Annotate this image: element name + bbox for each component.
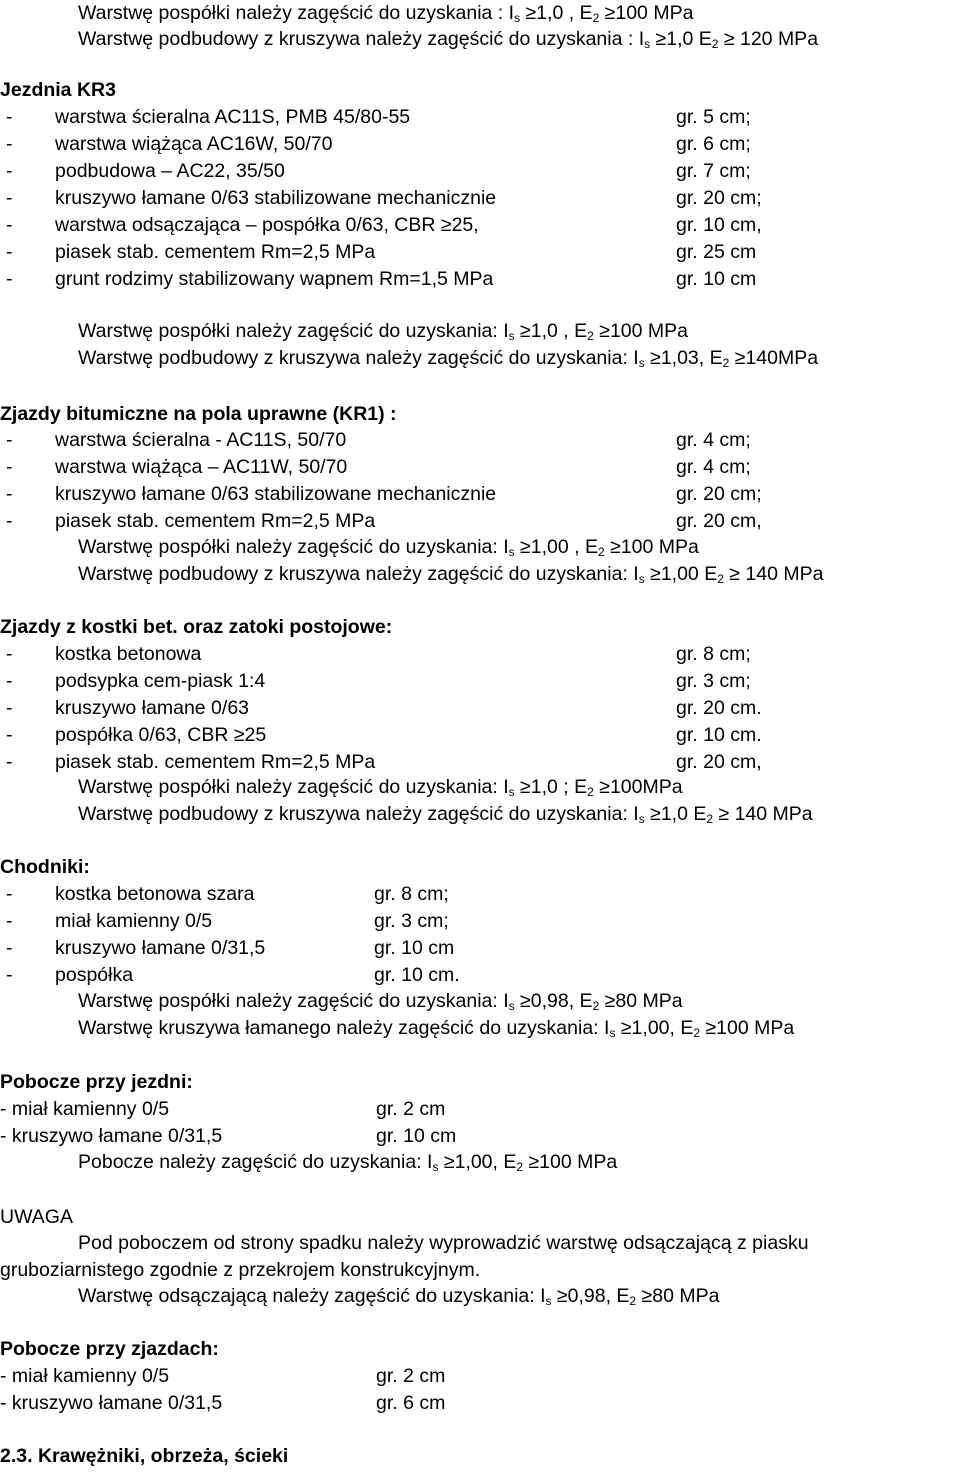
layer-name: warstwa wiążąca – AC11W, 50/70 [55, 456, 348, 478]
layer-name: grunt rodzimy stabilizowany wapnem Rm=1,5 MPa [55, 268, 494, 290]
kr1-note-podbudowa: Warstwę podbudowy z kruszywa należy zagęścić do uzyskania: $I_s \ge 1,00$ $E_2 \ge 140$ MPa [78, 563, 824, 586]
layer-dash: - [6, 133, 13, 155]
layer-dash: - [6, 964, 13, 986]
section-heading-kostka: Zjazdy z kostki bet. oraz zatoki postojowe: [0, 616, 393, 638]
kostka-note-podbudowa: Warstwę podbudowy z kruszywa należy zagęścić do uzyskania: $I_s \ge 1,0$ $E_2 \ge 140$ MPa [78, 803, 813, 826]
layer-dash: - [6, 643, 13, 665]
layer-dash: - [6, 268, 13, 290]
layer-thickness: gr. 4 cm; [676, 429, 751, 451]
layer-thickness: gr. 10 cm [374, 937, 455, 959]
layer-dash: - [6, 160, 13, 182]
layer-name: podsypka cem-piask 1:4 [55, 670, 266, 692]
layer-dash: - [6, 910, 13, 932]
layer-thickness: gr. 10 cm. [676, 724, 762, 746]
layer-thickness: gr. 3 cm; [676, 670, 751, 692]
layer-dash: - [6, 883, 13, 905]
layer-thickness: gr. 20 cm; [676, 483, 762, 505]
layer-name: warstwa wiążąca AC16W, 50/70 [55, 133, 333, 155]
uwaga-paragraph-line2: gruboziarnistego zgodnie z przekrojem konstrukcyjnym. [0, 1259, 481, 1281]
chodniki-note-kruszywo: Warstwę kruszywa łamanego należy zagęścić do uzyskania: $I_s \ge 1,00$, $E_2 \ge 100$ MPa [78, 1017, 795, 1040]
layer-name: pospółka [55, 964, 134, 986]
layer-thickness: gr. 10 cm [676, 268, 757, 290]
layer-dash: - [6, 724, 13, 746]
layer-thickness: gr. 10 cm. [374, 964, 460, 986]
layer-dash: - [6, 483, 13, 505]
layer-name: kruszywo łamane 0/63 [55, 697, 250, 719]
uwaga-paragraph-line1: Pod poboczem od strony spadku należy wyprowadzić warstwę odsączającą z piasku [78, 1232, 809, 1254]
layer-thickness: gr. 3 cm; [374, 910, 449, 932]
intro-note-podbudowa: Warstwę podbudowy z kruszywa należy zagęścić do uzyskania : $I_s \ge 1,0$ $E_2 \ge 120$ MPa [78, 28, 819, 51]
layer-dash: - [6, 187, 13, 209]
section-heading-next: 2.3. Krawężniki, obrzeża, ścieki [0, 1445, 289, 1467]
intro-note-pospolka: Warstwę pospółki należy zagęścić do uzyskania : $I_s \ge 1,0$ , $E_2 \ge 100$ MPa [78, 2, 694, 25]
layer-thickness: gr. 8 cm; [374, 883, 449, 905]
section-heading-kr1: Zjazdy bitumiczne na pola uprawne (KR1) : [0, 403, 397, 425]
layer-name: kruszywo łamane 0/63 stabilizowane mechanicznie [55, 187, 497, 209]
layer-dash: - [6, 214, 13, 236]
kr1-note-pospolka: Warstwę pospółki należy zagęścić do uzyskania: $I_s \ge 1,00$ , $E_2 \ge 100$ MPa [78, 536, 699, 559]
section-heading-pobocze-jezdni: Pobocze przy jezdni: [0, 1071, 193, 1093]
layer-thickness: gr. 2 cm [376, 1098, 446, 1120]
layer-name: podbudowa – AC22, 35/50 [55, 160, 285, 182]
layer-thickness: gr. 6 cm; [676, 133, 751, 155]
layer-dash: - [6, 456, 13, 478]
layer-name: - miał kamienny 0/5 [0, 1365, 170, 1387]
layer-thickness: gr. 20 cm, [676, 510, 762, 532]
layer-dash: - [6, 670, 13, 692]
layer-thickness: gr. 2 cm [376, 1365, 446, 1387]
layer-name: warstwa odsączająca – pospółka 0/63, CBR ≥25, [55, 214, 479, 236]
layer-name: miał kamienny 0/5 [55, 910, 213, 932]
layer-name: kostka betonowa [55, 643, 202, 665]
layer-thickness: gr. 7 cm; [676, 160, 751, 182]
section-heading-kr3: Jezdnia KR3 [0, 79, 116, 101]
layer-dash: - [6, 697, 13, 719]
section-heading-chodniki: Chodniki: [0, 856, 90, 878]
layer-dash: - [6, 106, 13, 128]
layer-thickness: gr. 10 cm [376, 1125, 457, 1147]
chodniki-note-pospolka: Warstwę pospółki należy zagęścić do uzyskania: $I_s \ge 0,98$, $E_2 \ge 80$ MPa [78, 990, 683, 1013]
layer-name: kruszywo łamane 0/31,5 [55, 937, 266, 959]
layer-dash: - [6, 510, 13, 532]
layer-dash: - [6, 751, 13, 773]
layer-name: piasek stab. cementem Rm=2,5 MPa [55, 510, 376, 532]
layer-name: warstwa ścieralna - AC11S, 50/70 [55, 429, 347, 451]
layer-thickness: gr. 25 cm [676, 241, 757, 263]
layer-name: - kruszywo łamane 0/31,5 [0, 1392, 223, 1414]
layer-name: kruszywo łamane 0/63 stabilizowane mechanicznie [55, 483, 497, 505]
section-heading-pobocze-zjazdy: Pobocze przy zjazdach: [0, 1338, 219, 1360]
kostka-note-pospolka: Warstwę pospółki należy zagęścić do uzyskania: $I_s \ge 1,0$ ; $E_2 \ge 100MPa$ [78, 776, 683, 799]
kr3-note-podbudowa: Warstwę podbudowy z kruszywa należy zagęścić do uzyskania: $I_s \ge 1,03$, $E_2 \ge 140MPa$ [78, 347, 819, 370]
kr3-note-pospolka: Warstwę pospółki należy zagęścić do uzyskania: $I_s \ge 1,0$ , $E_2 \ge 100$ MPa [78, 320, 688, 343]
layer-thickness: gr. 6 cm [376, 1392, 446, 1414]
layer-thickness: gr. 20 cm; [676, 187, 762, 209]
layer-thickness: gr. 4 cm; [676, 456, 751, 478]
uwaga-note: Warstwę odsączającą należy zagęścić do uzyskania: $I_s \ge 0,98$, $E_2 \ge 80$ MPa [78, 1285, 720, 1308]
layer-dash: - [6, 241, 13, 263]
layer-name: warstwa ścieralna AC11S, PMB 45/80-55 [55, 106, 411, 128]
layer-name: kostka betonowa szara [55, 883, 255, 905]
layer-name: - kruszywo łamane 0/31,5 [0, 1125, 223, 1147]
pobocze-jezdni-note: Pobocze należy zagęścić do uzyskania: $I_s \ge 1,00$, $E_2 \ge 100$ MPa [78, 1151, 618, 1174]
layer-name: pospółka 0/63, CBR ≥25 [55, 724, 267, 746]
uwaga-heading: UWAGA [0, 1206, 73, 1228]
layer-thickness: gr. 20 cm, [676, 751, 762, 773]
layer-name: piasek stab. cementem Rm=2,5 MPa [55, 751, 376, 773]
layer-name: - miał kamienny 0/5 [0, 1098, 170, 1120]
layer-thickness: gr. 10 cm, [676, 214, 762, 236]
layer-dash: - [6, 429, 13, 451]
layer-thickness: gr. 5 cm; [676, 106, 751, 128]
layer-thickness: gr. 8 cm; [676, 643, 751, 665]
layer-dash: - [6, 937, 13, 959]
layer-thickness: gr. 20 cm. [676, 697, 762, 719]
layer-name: piasek stab. cementem Rm=2,5 MPa [55, 241, 376, 263]
